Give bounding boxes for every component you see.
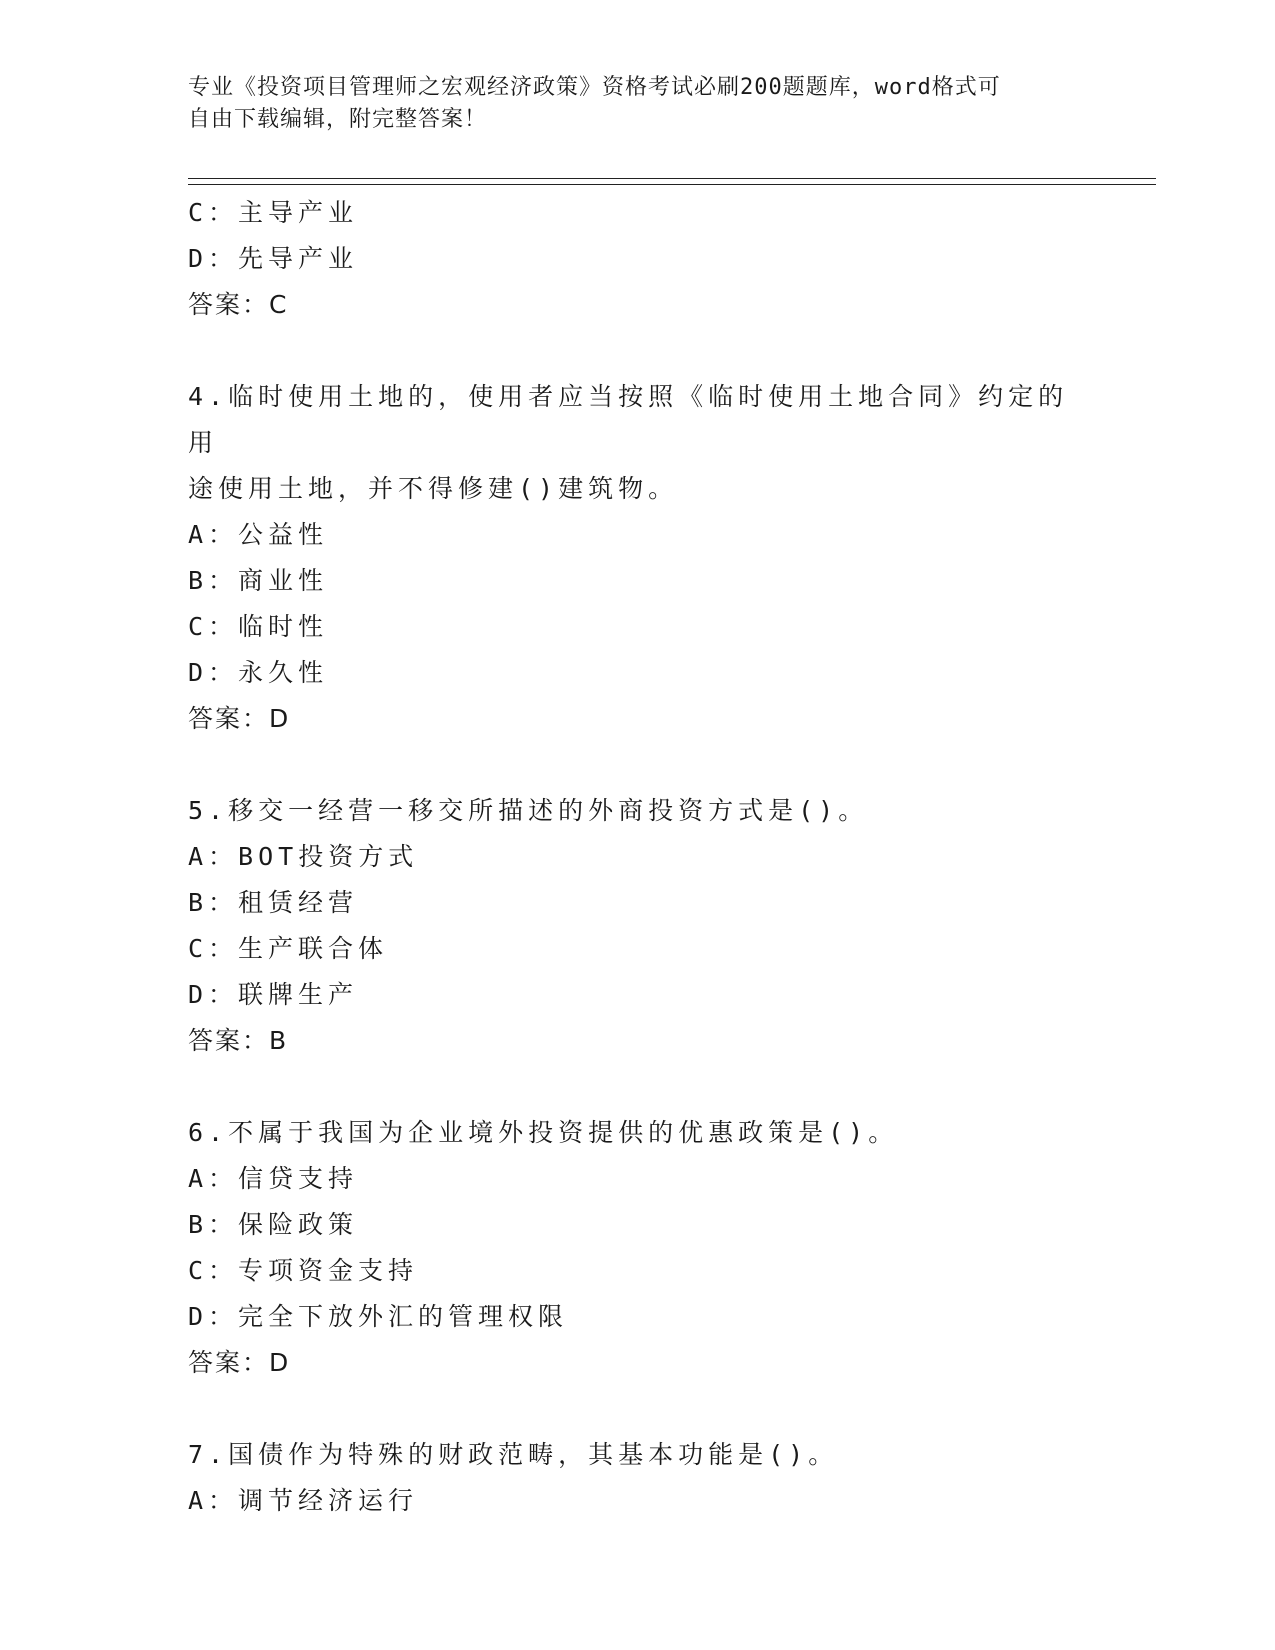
- option-a: A：信贷支持: [188, 1164, 359, 1193]
- question-list: [188, 190, 1088, 1524]
- question-6: [188, 1110, 1088, 1386]
- option-c: C：临时性: [188, 612, 329, 641]
- answer-label: 答案：D: [188, 1348, 291, 1377]
- question-7: [188, 1432, 1088, 1524]
- option-a: A：公益性: [188, 520, 329, 549]
- option-c: C：专项资金支持: [188, 1256, 419, 1285]
- spacer: [188, 742, 1088, 788]
- header-title-line-2: 自由下载编辑，附完整答案！: [188, 107, 488, 132]
- option-b: B：商业性: [188, 566, 329, 595]
- header-divider-top: [188, 178, 1156, 179]
- question-3-continued: [188, 190, 1088, 328]
- question-stem-line-1: 6.不属于我国为企业境外投资提供的优惠政策是()。: [188, 1118, 899, 1147]
- question-stem-line-2: 途使用土地，并不得修建()建筑物。: [188, 474, 679, 503]
- answer-label: 答案：B: [188, 1026, 289, 1055]
- option-d: D：先导产业: [188, 244, 359, 273]
- option-d: D：永久性: [188, 658, 329, 687]
- header-divider-bottom: [188, 184, 1156, 185]
- header-title-line-1: 专业《投资项目管理师之宏观经济政策》资格考试必刷200题题库，word格式可: [188, 75, 1001, 100]
- answer-label: 答案：C: [188, 290, 289, 319]
- option-b: B：租赁经营: [188, 888, 359, 917]
- option-d: D：完全下放外汇的管理权限: [188, 1302, 569, 1331]
- spacer: [188, 1386, 1088, 1432]
- spacer: [188, 328, 1088, 374]
- question-5: [188, 788, 1088, 1064]
- question-stem-line-1: 7.国债作为特殊的财政范畴，其基本功能是()。: [188, 1440, 839, 1469]
- answer-label: 答案：D: [188, 704, 291, 733]
- option-a: A：调节经济运行: [188, 1486, 419, 1515]
- question-stem-line-1: 5.移交一经营一移交所描述的外商投资方式是()。: [188, 796, 869, 825]
- option-a: A：BOT投资方式: [188, 842, 419, 871]
- option-b: B：保险政策: [188, 1210, 359, 1239]
- question-4: [188, 374, 1088, 742]
- document-header: [188, 72, 1088, 136]
- spacer: [188, 1064, 1088, 1110]
- option-c: C：主导产业: [188, 198, 359, 227]
- option-c: C：生产联合体: [188, 934, 389, 963]
- option-d: D：联牌生产: [188, 980, 359, 1009]
- question-stem-line-1: 4.临时使用土地的，使用者应当按照《临时使用土地合同》约定的用: [188, 382, 1069, 457]
